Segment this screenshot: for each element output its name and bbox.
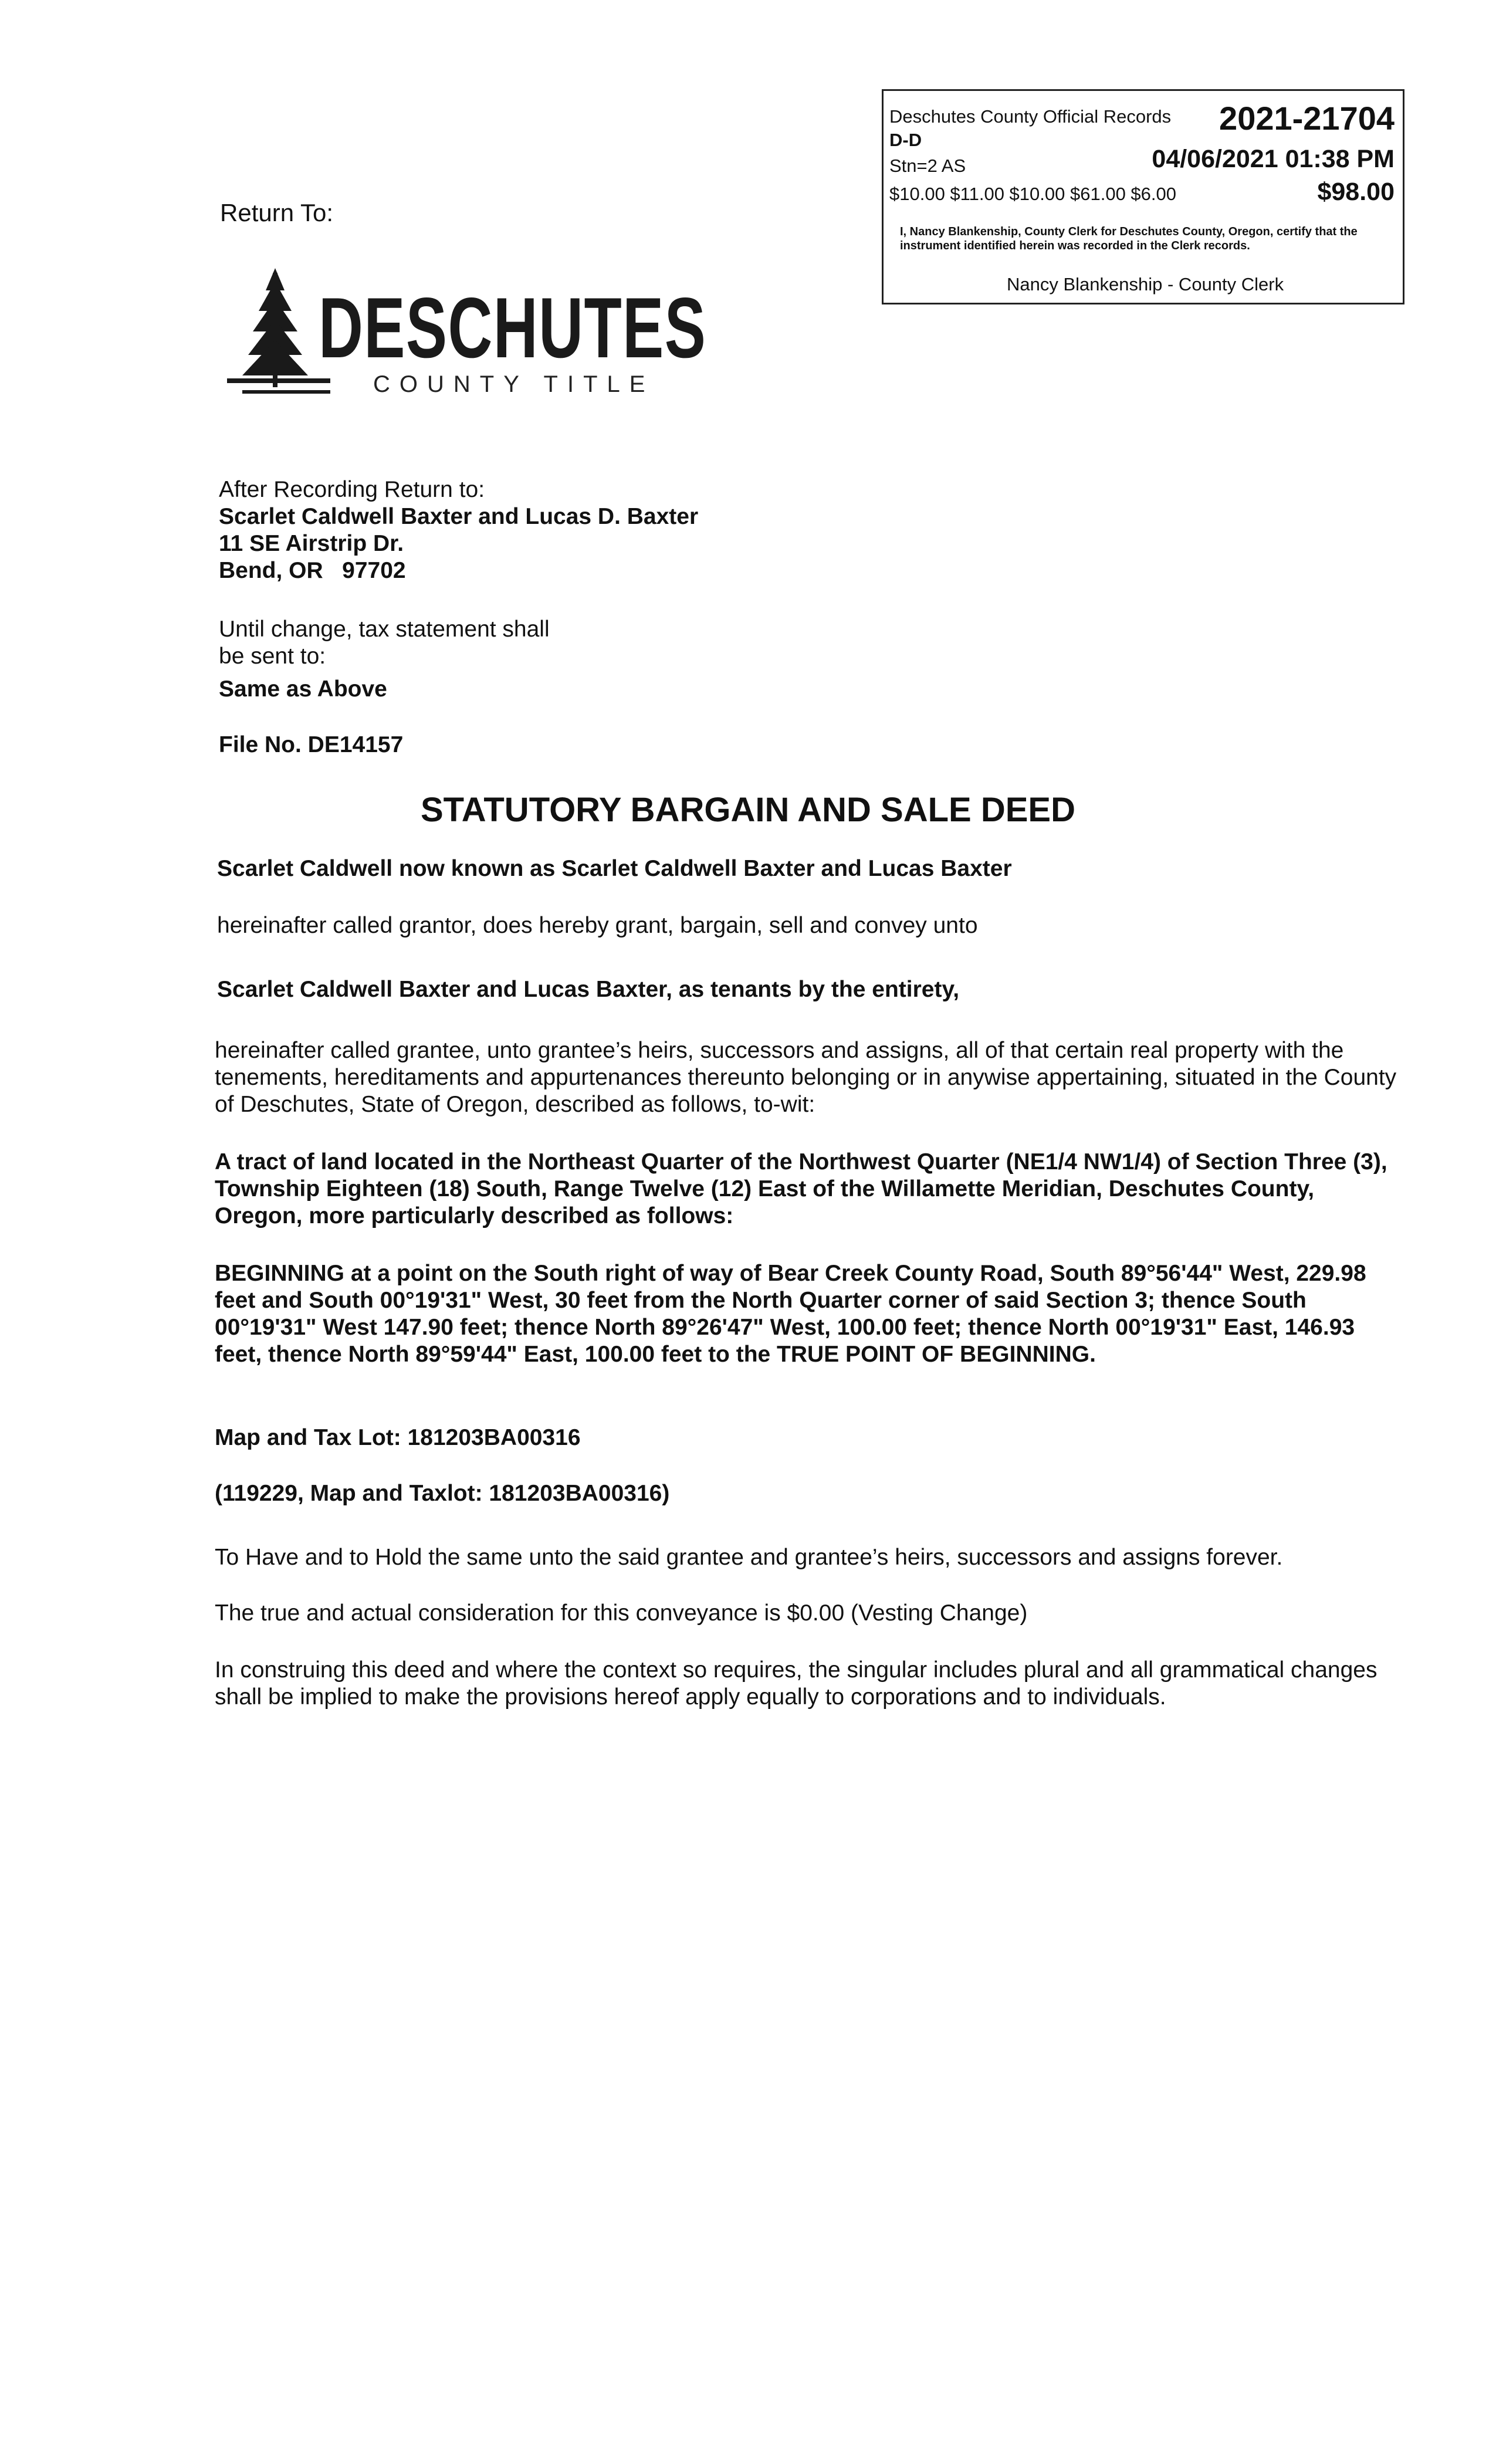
stamp-certification: I, Nancy Blankenship, County Clerk for Deschutes County, Oregon, certify that the instrument identified herein was recorded in the Clerk records. xyxy=(900,225,1358,252)
grantee-clause: hereinafter called grantee, unto grantee’s heirs, successors and assigns, all of that certain real property with the tenements, hereditaments and appurtenances thereunto belonging or in anywise appertaining, situated in the County of Deschutes, State of Oregon, described as follows, to-wit: xyxy=(215,1038,1397,1117)
after-recording-label: After Recording Return to: xyxy=(219,477,485,502)
stamp-doc-type: D-D xyxy=(889,130,922,150)
construing-clause: In construing this deed and where the context so requires, the singular includes plural and all grammatical changes shall be implied to make the provisions hereof apply equally to corporations and to individuals. xyxy=(215,1657,1377,1710)
habendum-clause: To Have and to Hold the same unto the said grantee and grantee’s heirs, successors and assigns forever. xyxy=(215,1545,1283,1570)
account-number: (119229, Map and Taxlot: 181203BA00316) xyxy=(215,1481,670,1506)
legal-description-metes: BEGINNING at a point on the South right of way of Bear Creek County Road, South 89°56'44" West, 229.98 feet and South 00°19'31" West, 30 feet from the North Quarter corner of said Section 3; thence South 00°19'31" West 147.90 feet; thence North 89°26'47" West, 100.00 feet; thence North 00°19'31" East, 146.93 feet, thence North 89°59'44" East, 100.00 feet to the TRUE POINT OF BEGINNING. xyxy=(215,1261,1366,1367)
map-tax-lot: Map and Tax Lot: 181203BA00316 xyxy=(215,1425,581,1450)
recording-stamp xyxy=(882,89,1404,304)
company-logo xyxy=(225,267,707,408)
after-recording-name: Scarlet Caldwell Baxter and Lucas D. Baxter xyxy=(219,504,699,529)
tax-statement-line2: be sent to: xyxy=(219,644,326,669)
grantor-name: Scarlet Caldwell now known as Scarlet Caldwell Baxter and Lucas Baxter xyxy=(217,856,1012,881)
stamp-office: Deschutes County Official Records xyxy=(889,106,1172,127)
grantee-name: Scarlet Caldwell Baxter and Lucas Baxter, as tenants by the entirety, xyxy=(217,977,960,1002)
stamp-datetime: 04/06/2021 01:38 PM xyxy=(1152,145,1395,173)
stamp-record-number: 2021-21704 xyxy=(1219,100,1395,137)
logo-subtitle: COUNTY TITLE xyxy=(373,371,655,397)
legal-description-intro: A tract of land located in the Northeast Quarter of the Northwest Quarter (NE1/4 NW1/4) of Section Three (3), Township Eighteen (18) South, Range Twelve (12) East of the Willamette Meridian, Deschutes County, Oregon, more particularly described as follows: xyxy=(215,1149,1387,1228)
stamp-station: Stn=2 AS xyxy=(889,155,966,176)
logo-wordmark: DESCHUTES xyxy=(319,280,707,375)
pine-tree-icon xyxy=(225,267,330,408)
deed-title: STATUTORY BARGAIN AND SALE DEED xyxy=(420,791,1076,829)
tax-statement-value: Same as Above xyxy=(219,676,387,702)
stamp-fees: $10.00 $11.00 $10.00 $61.00 $6.00 xyxy=(889,184,1176,204)
after-recording-address1: 11 SE Airstrip Dr. xyxy=(219,531,404,556)
grantor-clause: hereinafter called grantor, does hereby grant, bargain, sell and convey unto xyxy=(217,913,978,938)
after-recording-address2: Bend, OR 97702 xyxy=(219,558,406,583)
return-to-label: Return To: xyxy=(220,199,333,226)
tax-statement-line1: Until change, tax statement shall xyxy=(219,617,550,642)
file-number: File No. DE14157 xyxy=(219,732,404,757)
stamp-total: $98.00 xyxy=(1317,178,1395,206)
consideration-statement: The true and actual consideration for this conveyance is $0.00 (Vesting Change) xyxy=(215,1600,1028,1626)
stamp-clerk: Nancy Blankenship - County Clerk xyxy=(1007,274,1284,295)
